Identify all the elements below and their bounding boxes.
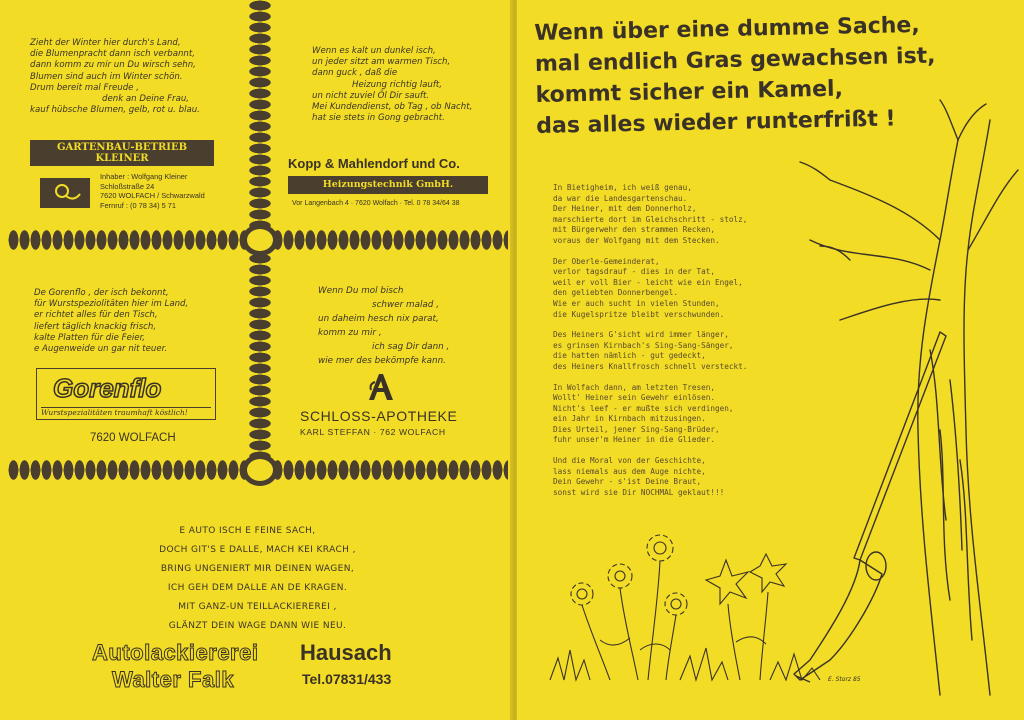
stanza-line: da war die Landesgartenschau.	[553, 193, 688, 203]
info-line: Schloßstraße 24	[100, 181, 155, 191]
poem-line: Drum bereit mal Freude ,	[30, 82, 139, 93]
kopp-address: Vor Langenbach 4 · 7620 Wolfach · Tel. 0 78 34/64 38	[292, 200, 460, 207]
kopp-company-name: Kopp & Mahlendorf und Co.	[288, 156, 460, 171]
stanza	[553, 383, 747, 447]
gorenflo-logo: Gorenflo	[53, 373, 162, 403]
poem-line: wie mer des bekömpfe kann.	[318, 356, 446, 366]
poem-line: BRING UNGENIERT MIR DEINEN WAGEN,	[160, 564, 355, 574]
poem-line: e Augenweide un gar nit teuer.	[34, 344, 168, 355]
stanza-line: lass niemals aus dem Auge nichte,	[553, 466, 706, 476]
stanza-line: Des Heiners G'sicht wird immer länger,	[553, 330, 729, 340]
stanza-line: des Heiners Knallfrosch schnell versteckt.	[553, 361, 748, 371]
stanza-line: die Kugelspritze bleibt verschwunden.	[553, 309, 725, 319]
poem-line: komm zu mir ,	[318, 328, 382, 338]
stanza-line: verlor tagsdrauf - dies in der Tat,	[553, 267, 715, 277]
apotheke-a-icon	[365, 372, 395, 402]
kopp-subtitle-banner: Heizungstechnik GmbH.	[288, 176, 488, 194]
stanza-line: marschierte dort im Gleichschritt - stolz,	[553, 214, 748, 224]
gartenbau-title-line1: GARTENBAU-BETRIEB	[56, 142, 188, 153]
auto-title-line1: Autolackiererei	[92, 640, 259, 665]
gorenflo-poem	[34, 288, 188, 355]
gartenbau-banner	[30, 140, 214, 166]
artist-signature: E. Storz 85	[828, 676, 861, 683]
poem-line: er richtet alles für den Tisch,	[34, 310, 158, 321]
poem-line: Wenn es kalt un dunkel isch,	[312, 46, 436, 56]
poem-line: MIT GANZ-UN TEILLACKIEREREI ,	[178, 602, 337, 612]
poem-line: Blumen sind auch im Winter schön.	[30, 71, 183, 82]
info-line: Inhaber : Wolfgang Kleiner	[100, 172, 188, 181]
poem-line: un daheim hesch nix parat,	[318, 314, 439, 324]
stanza-line: mit Bürgerwehr den strammen Recken,	[553, 225, 715, 235]
poem-line: un nicht zuviel Öl Dir sauft.	[312, 90, 430, 101]
headline-line: mal endlich Gras gewachsen ist,	[534, 43, 936, 77]
flowers-illustration	[540, 530, 840, 690]
apotheke-poem	[318, 284, 449, 368]
poem-line: für Wurstspeziolitäten hier im Land,	[34, 299, 189, 310]
poem-line: dann guck , daß die	[312, 68, 398, 79]
headline-line: Wenn über eine dumme Sache,	[534, 12, 920, 46]
bead-junction-ring-upper	[242, 224, 278, 256]
auto-poem	[0, 522, 515, 636]
stanza-line: In Wolfach dann, am letzten Tresen,	[553, 382, 715, 392]
headline-line: das alles wieder runterfrißt !	[536, 106, 896, 139]
flower-bud-icon	[40, 178, 90, 208]
stanza-line: voraus der Wolfgang mit dem Stecken.	[553, 235, 720, 245]
stanza	[553, 257, 747, 321]
stanza-line: Der Heiner, mit dem Donnerholz,	[553, 204, 697, 214]
info-line: Fernruf : (0 78 34) 5 71	[100, 200, 176, 210]
poem-line: De Gorenflo , der isch bekonnt,	[34, 288, 169, 298]
auto-phone: Tel.07831/433	[302, 671, 392, 687]
poem-line: hat sie stets in Gong gebracht.	[312, 113, 445, 124]
apotheke-name: SCHLOSS-APOTHEKE	[300, 408, 458, 424]
stanza-line: es grinsen Kirnbach's Sing-Sang-Sänger,	[553, 340, 734, 350]
stanza-line: fuhr unser'm Heiner in die Glieder.	[553, 435, 715, 445]
stanza-line: weil er voll Bier - leicht wie ein Engel,	[553, 277, 743, 287]
gorenflo-slogan: Wurstspezialitäten traumhaft köstlich!	[41, 407, 211, 417]
poem-line: kauf hübsche Blumen, gelb, rot u. blau.	[30, 105, 200, 116]
poem-line: E AUTO ISCH E FEINE SACH,	[179, 526, 316, 536]
stanza-line: In Bietigheim, ich weiß genau,	[553, 183, 692, 192]
gartenbau-poem	[30, 38, 200, 116]
poem-line: Mei Kundendienst, ob Tag , ob Nacht,	[312, 102, 473, 113]
gartenbau-logo	[40, 178, 90, 208]
kopp-poem	[312, 46, 472, 124]
headline-line: kommt sicher ein Kamel,	[535, 76, 844, 108]
stanza-line: die hatten nämlich - gut gedeckt,	[553, 351, 706, 361]
poem-line: Heizung richtig lauft,	[352, 79, 442, 90]
poem-line: un jeder sitzt am warmen Tisch,	[312, 57, 451, 68]
stanza-line: ein Jahr in Kirnbach mitzusingen.	[553, 414, 706, 424]
stanza-line: Der Oberle-Gemeinderat,	[553, 256, 660, 266]
auto-title-line2: Walter Falk	[112, 667, 235, 692]
poem-line: denk an Deine Frau,	[102, 94, 190, 105]
stanza-line: den geliebten Donnerbengel.	[553, 288, 678, 298]
rhyme-text	[553, 183, 747, 498]
bead-junction-ring-lower	[242, 454, 278, 486]
poem-line: ICH GEH DEM DALLE AN DE KRAGEN.	[167, 583, 348, 593]
gartenbau-info	[100, 172, 205, 210]
poem-line: Wenn Du mol bisch	[318, 286, 404, 296]
poem-line: GLÄNZT DEIN WAGE DANN WIE NEU.	[168, 621, 347, 631]
stanza-line: Dein Gewehr - s'ist Deine Braut,	[553, 477, 702, 487]
apotheke-owner: KARL STEFFAN · 762 WOLFACH	[300, 427, 446, 437]
poem-line: schwer malad ,	[372, 300, 439, 310]
stanza-line: Dies Urteil, jener Sing-Sang-Brüder,	[553, 424, 720, 434]
poem-line: die Blumenpracht dann isch verbannt,	[30, 49, 195, 60]
poem-line: dann komm zu mir un Du wirsch sehn,	[30, 60, 196, 71]
stanza-line: Wie er auch sucht in vielen Stunden,	[553, 298, 720, 308]
gorenflo-logo-box	[36, 368, 216, 420]
stanza	[553, 330, 747, 372]
poem-line: liefert täglich knackig frisch,	[34, 321, 157, 332]
poem-line: Zieht der Winter hier durch's Land,	[30, 38, 181, 48]
stanza	[553, 456, 747, 498]
stanza-line: Und die Moral von der Geschichte,	[553, 456, 706, 466]
stanza-line: sonst wird sie Dir NOCHMAL geklaut!!!	[553, 487, 725, 497]
gartenbau-title-line2: KLEINER	[95, 153, 149, 164]
stanza-line: Nicht's leef - er mußte sich verdingen,	[553, 403, 734, 413]
gorenflo-city: 7620 WOLFACH	[90, 432, 176, 444]
auto-city: Hausach	[300, 640, 392, 665]
poem-line: DOCH GIT'S E DALLE, MACH KEI KRACH ,	[159, 545, 356, 555]
poem-line: ich sag Dir dann ,	[372, 342, 450, 352]
stanza-line: Wollt' Heiner sein Gewehr einlösen.	[553, 393, 715, 403]
info-line: 7620 WOLFACH / Schwarzwald	[100, 191, 205, 201]
stanza	[553, 183, 747, 247]
poem-line: kalte Platten für die Feier,	[34, 332, 146, 343]
